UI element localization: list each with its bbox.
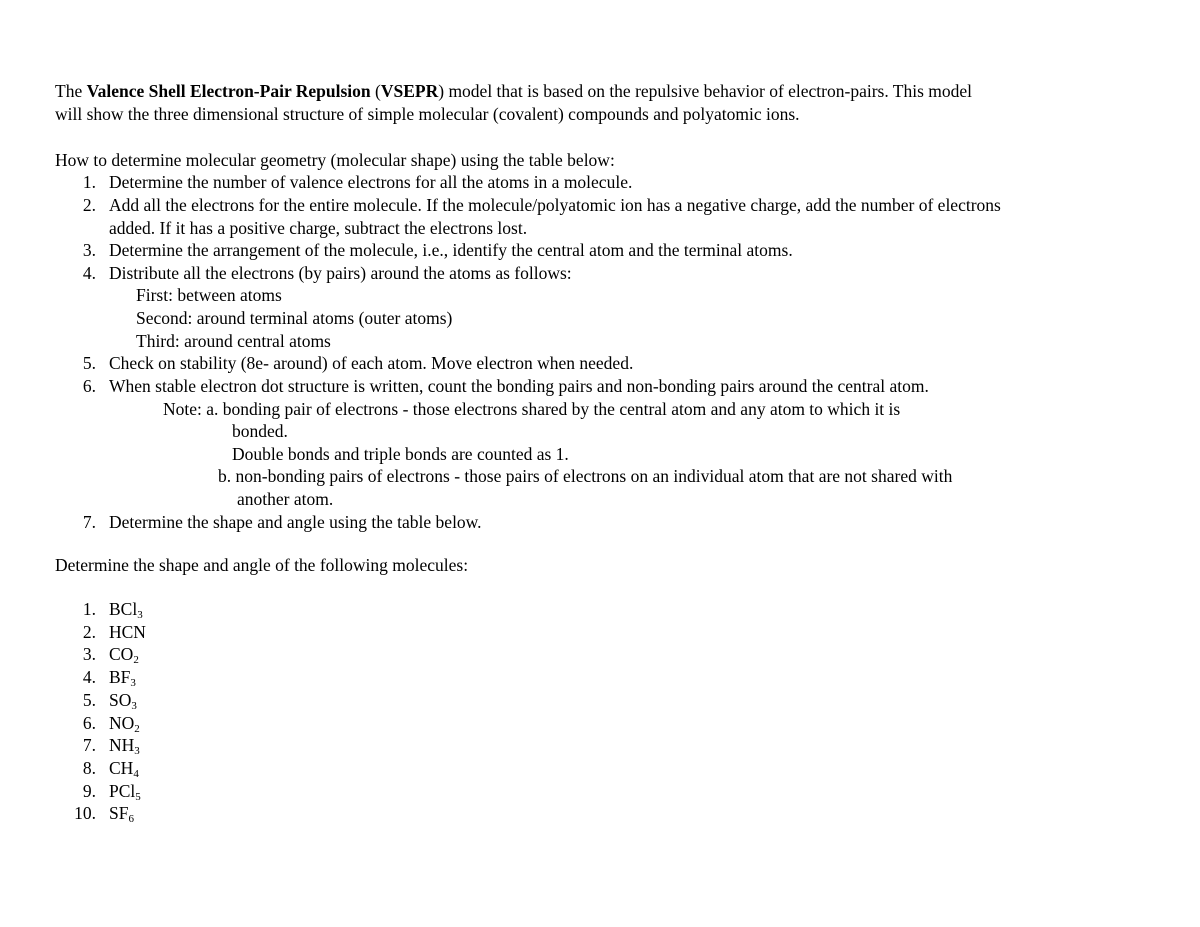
- abbr-open: (: [375, 81, 381, 101]
- formula-subscript: 3: [131, 700, 137, 712]
- molecule-number: 7.: [82, 735, 96, 755]
- model-abbr: VSEPR: [380, 81, 439, 101]
- molecule-formula: [109, 621, 146, 643]
- step-text: When stable electron dot structure is written, count the bonding pairs and non-bonding pairs around the central atom.: [109, 376, 929, 396]
- molecule-number: 1.: [82, 599, 96, 619]
- formula-base: HCN: [109, 622, 146, 642]
- step-number: 5.: [82, 353, 96, 373]
- step-number: 4.: [82, 263, 96, 283]
- sub-step: Second: around terminal atoms (outer atoms): [136, 308, 453, 328]
- molecule-formula: [109, 802, 134, 824]
- molecule-number: 8.: [82, 758, 96, 778]
- molecule-formula: [109, 689, 137, 711]
- formula-base: NO: [109, 713, 135, 733]
- exercise-heading: Determine the shape and angle of the following molecules:: [55, 555, 469, 575]
- molecule-formula: [109, 712, 140, 734]
- note-a-line-2: bonded.: [232, 421, 288, 441]
- abbr-close: ): [438, 81, 445, 101]
- formula-base: CO: [109, 644, 134, 664]
- formula-base: SF: [109, 803, 129, 823]
- molecule-number: 3.: [82, 644, 96, 664]
- molecule-formula: [109, 734, 140, 756]
- molecule-number: 4.: [82, 667, 96, 687]
- formula-base: BCl: [109, 599, 138, 619]
- formula-subscript: 6: [128, 813, 134, 825]
- molecule-formula: [109, 666, 136, 688]
- step-text: Determine the shape and angle using the table below.: [109, 512, 482, 532]
- step-text-continued: added. If it has a positive charge, subtract the electrons lost.: [109, 218, 528, 238]
- step-number: 6.: [82, 376, 96, 396]
- formula-subscript: 3: [134, 745, 140, 757]
- step-text: Determine the arrangement of the molecule, i.e., identify the central atom and the terminal atoms.: [109, 240, 793, 260]
- molecule-number: 6.: [82, 713, 96, 733]
- formula-base: SO: [109, 690, 132, 710]
- step-text: Check on stability (8e- around) of each atom. Move electron when needed.: [109, 353, 634, 373]
- intro-rest: model that is based on the repulsive behavior of electron-pairs. This model: [448, 81, 973, 101]
- note-b-line-1: b. non-bonding pairs of electrons - those pairs of electrons on an individual atom that are not shared with: [218, 466, 953, 486]
- molecule-formula: [109, 643, 139, 665]
- note-b-line-2: another atom.: [237, 489, 334, 509]
- intro-the: The: [55, 81, 83, 101]
- step-number: 2.: [82, 195, 96, 215]
- step-number: 3.: [82, 240, 96, 260]
- note-a-line-3: Double bonds and triple bonds are counted as 1.: [232, 444, 569, 464]
- formula-base: BF: [109, 667, 131, 687]
- step-text: Add all the electrons for the entire molecule. If the molecule/polyatomic ion has a negative charge, add the number of electrons: [109, 195, 1001, 215]
- intro-line-1: [55, 80, 972, 102]
- formula-base: NH: [109, 735, 135, 755]
- molecule-formula: [109, 757, 139, 779]
- formula-subscript: 3: [137, 609, 143, 621]
- sub-step: First: between atoms: [136, 285, 282, 305]
- note-a-line-1: Note: a. bonding pair of electrons - those electrons shared by the central atom and any atom to which it is: [163, 399, 901, 419]
- molecule-number: 5.: [82, 690, 96, 710]
- formula-base: PCl: [109, 781, 136, 801]
- molecule-formula: [109, 780, 141, 802]
- step-text: Determine the number of valence electrons for all the atoms in a molecule.: [109, 172, 633, 192]
- formula-subscript: 4: [133, 768, 139, 780]
- formula-subscript: 3: [130, 677, 136, 689]
- molecule-number: 2.: [82, 622, 96, 642]
- formula-base: CH: [109, 758, 134, 778]
- intro-line-2: will show the three dimensional structure of simple molecular (covalent) compounds and polyatomic ions.: [55, 104, 800, 124]
- molecule-number: 10.: [74, 803, 96, 823]
- step-text: Distribute all the electrons (by pairs) around the atoms as follows:: [109, 263, 572, 283]
- molecule-formula: [109, 598, 143, 620]
- step-number: 1.: [82, 172, 96, 192]
- formula-subscript: 2: [134, 723, 140, 735]
- sub-step: Third: around central atoms: [136, 331, 331, 351]
- formula-subscript: 5: [135, 791, 141, 803]
- formula-subscript: 2: [133, 654, 139, 666]
- step-number: 7.: [82, 512, 96, 532]
- model-name: Valence Shell Electron-Pair Repulsion: [86, 81, 371, 101]
- molecule-number: 9.: [82, 781, 96, 801]
- howto-heading: How to determine molecular geometry (molecular shape) using the table below:: [55, 150, 615, 170]
